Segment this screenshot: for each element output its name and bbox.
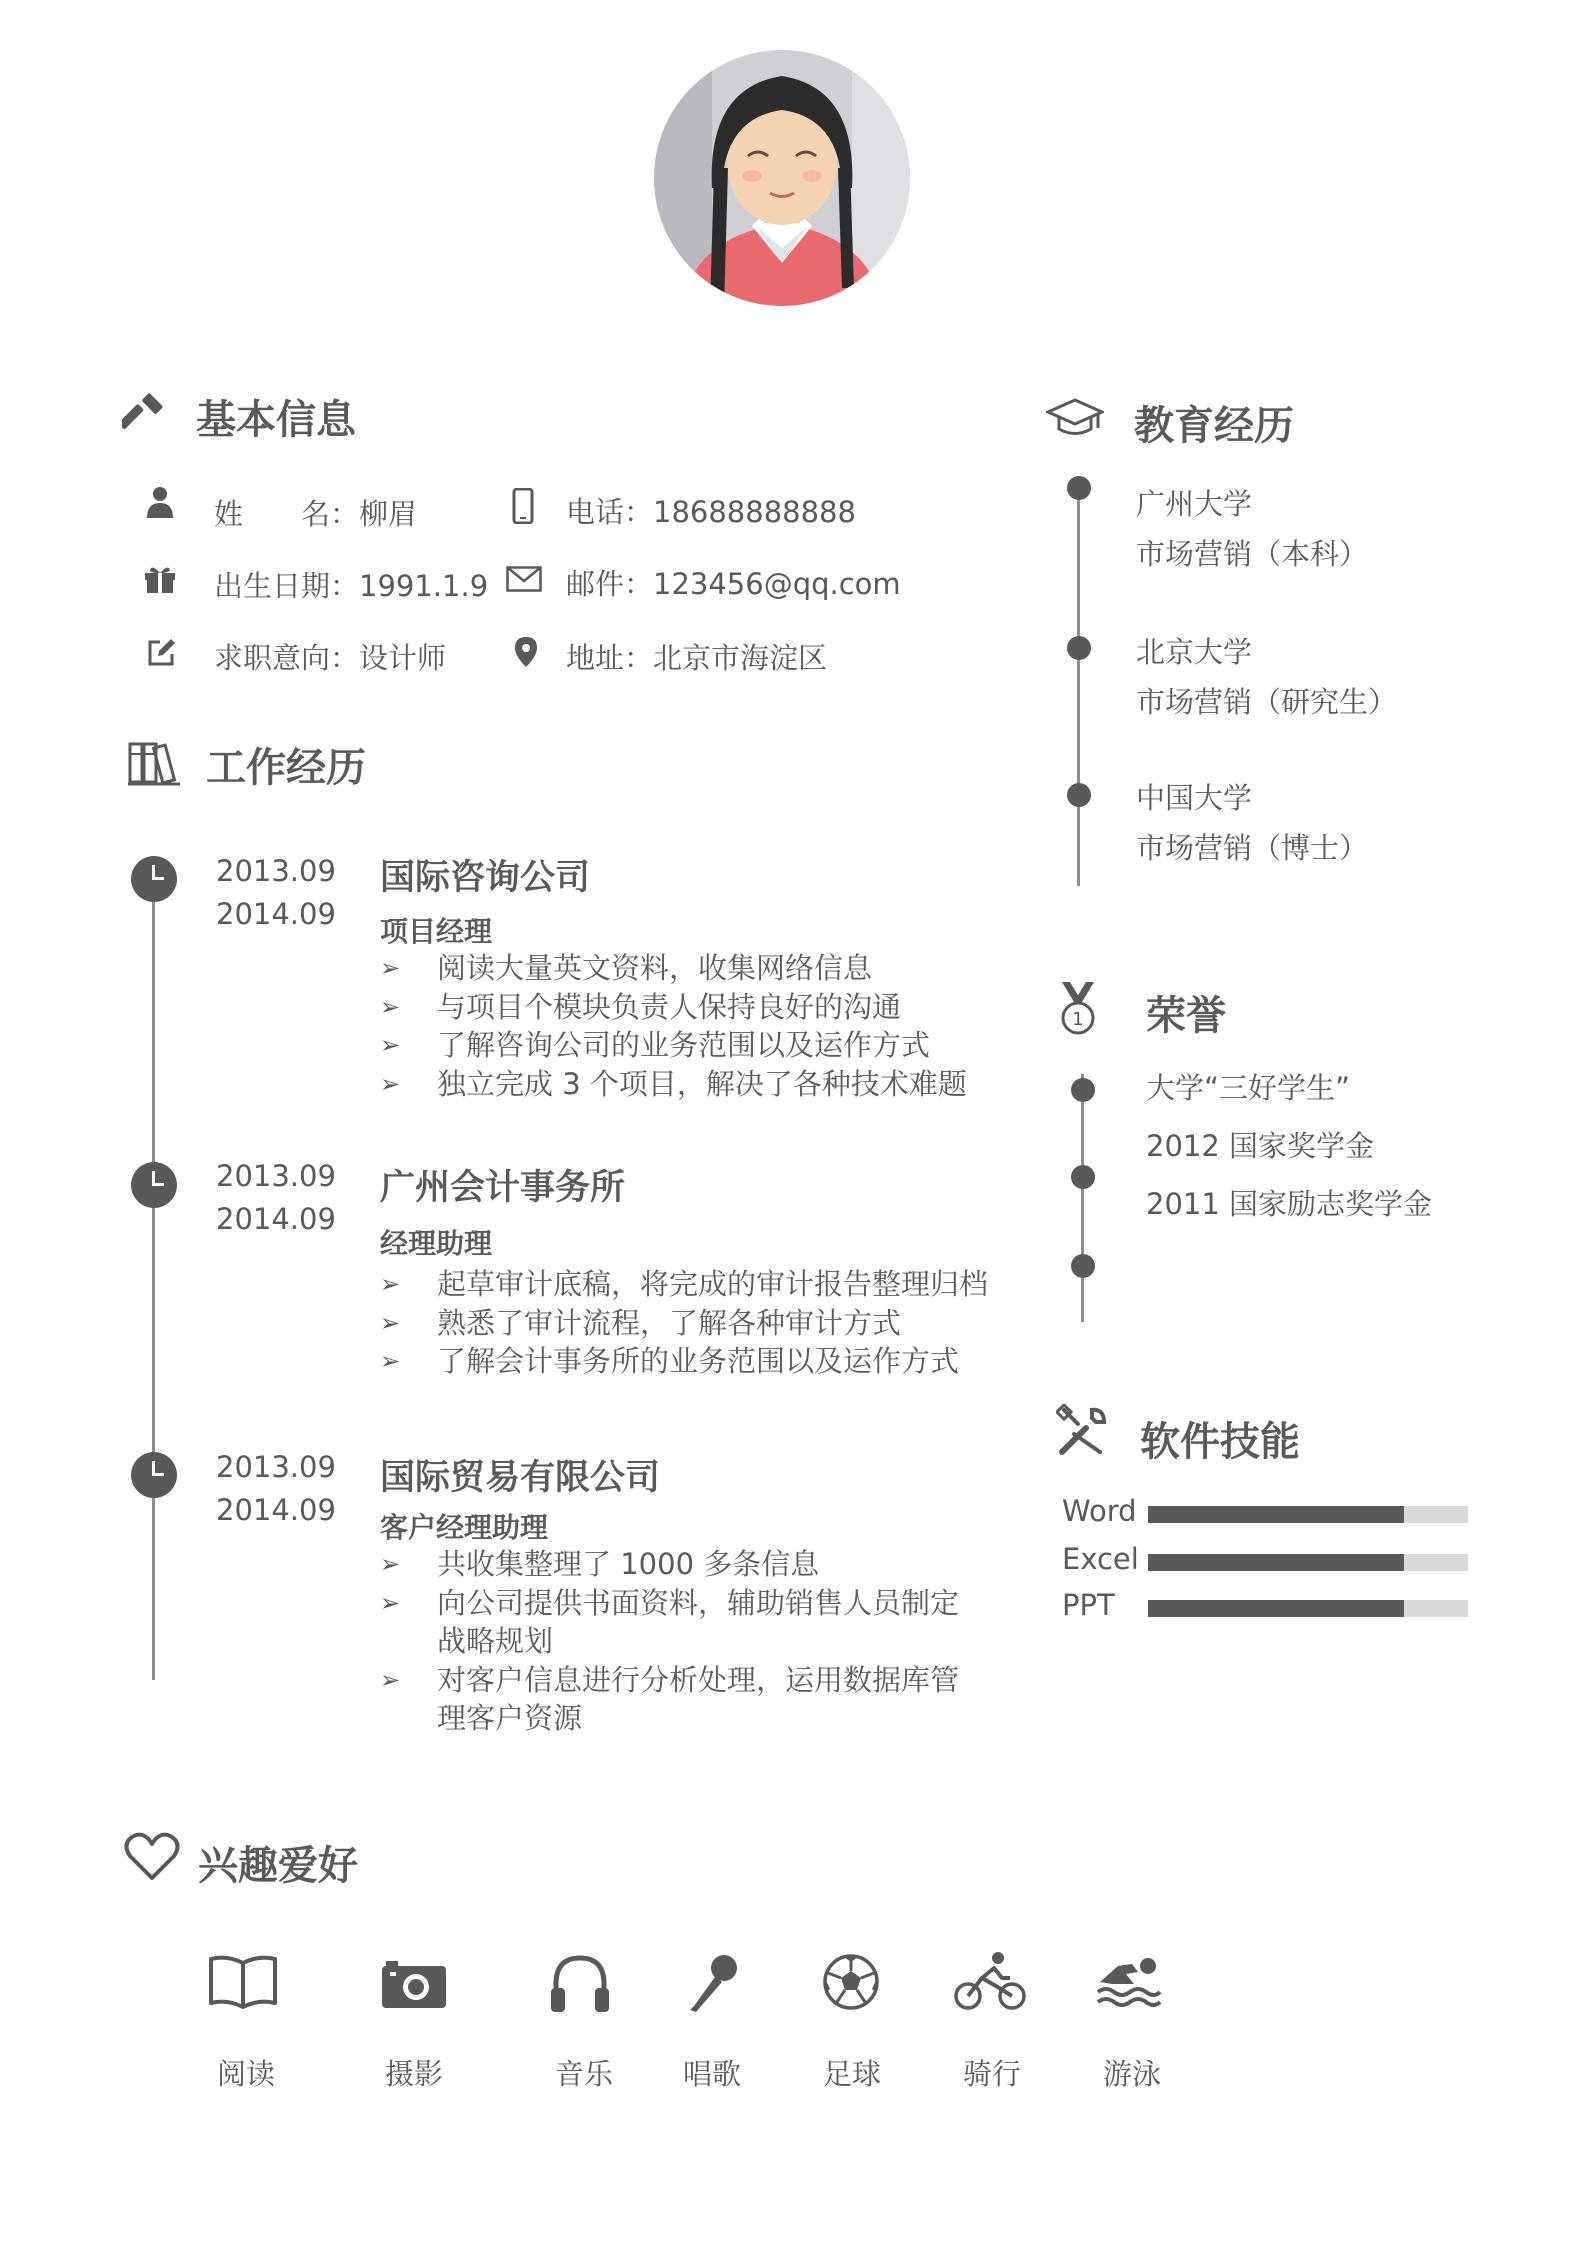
skill-bar-fill [1148,1506,1404,1523]
job-date-start: 2013.09 [216,1159,336,1193]
name-label: 姓 名： [214,497,360,531]
arrow-icon: ➢ [380,1347,401,1375]
education-major: 市场营销（本科） [1136,537,1369,571]
list-item: ➢ 对客户信息进行分析处理，运用数据库管理客户资源 [380,1662,960,1735]
list-item: ➢ 共收集整理了 1000 多条信息 [380,1545,980,1584]
honor-item: 2011 国家励志奖学金 [1146,1187,1433,1221]
arrow-icon: ➢ [380,1069,401,1098]
job-company: 国际贸易有限公司 [380,1458,661,1498]
phone-icon [512,488,534,524]
hobby-label: 足球 [822,2057,881,2091]
clock-icon [131,856,177,902]
work-timeline-line [152,866,155,1680]
birth-text: 出生日期：1991.1.9 [214,569,489,603]
section-title-skills: 软件技能 [1140,1419,1300,1465]
books-icon [128,740,180,786]
arrow-icon: ➢ [380,954,401,982]
soccer-ball-icon [822,1953,880,2011]
hobby-label: 游泳 [1102,2057,1161,2091]
education-timeline-line [1077,488,1080,886]
job-role: 项目经理 [380,915,493,948]
medal-icon [1056,980,1100,1036]
envelope-icon [506,566,542,592]
list-item: ➢ 了解会计事务所的业务范围以及运作方式 [380,1342,1000,1381]
job-bullets [380,1545,980,1738]
skill-bar-fill [1148,1600,1404,1617]
list-item: ➢ 向公司提供书面资料，辅助销售人员制定战略规划 [380,1585,960,1658]
gift-icon [144,564,176,594]
arrow-icon: ➢ [380,1550,401,1578]
arrow-icon: ➢ [380,1665,401,1694]
section-title-basic: 基本信息 [196,397,356,443]
job-company: 广州会计事务所 [380,1168,626,1208]
name-value: 柳眉 [359,497,418,531]
person-icon [146,486,174,518]
graduation-cap-icon [1046,398,1104,438]
education-school: 北京大学 [1136,635,1253,669]
hammer-icon [122,392,168,438]
timeline-dot [1071,1165,1095,1189]
location-pin-icon [514,636,538,668]
timeline-dot [1071,1078,1095,1102]
skill-label: Word [1062,1494,1137,1528]
arrow-icon: ➢ [380,1308,401,1337]
job-date-end: 2014.09 [216,1202,336,1236]
bicycle-icon [954,1950,1026,2012]
list-item: ➢ 起草审计底稿，将完成的审计报告整理归档 [380,1265,1000,1304]
job-bullets [380,949,980,1103]
education-school: 广州大学 [1136,487,1253,521]
section-title-work: 工作经历 [206,745,366,791]
skill-bar-track [1148,1554,1468,1571]
section-title-education: 教育经历 [1134,403,1294,449]
book-icon [207,1953,279,2011]
honor-item: 2012 国家奖学金 [1146,1129,1375,1163]
job-role: 经理助理 [380,1227,493,1260]
list-item: ➢ 了解咨询公司的业务范围以及运作方式 [380,1026,980,1065]
clock-icon [131,1452,177,1498]
job-bullets [380,1265,1000,1381]
timeline-dot [1067,636,1091,660]
timeline-dot [1067,783,1091,807]
address-text: 地址：北京市海淀区 [566,641,828,675]
section-title-honors: 荣誉 [1146,993,1226,1039]
job-date-start: 2013.09 [216,854,336,888]
job-date-end: 2014.09 [216,897,336,931]
edit-icon [146,638,176,668]
education-major: 市场营销（研究生） [1136,685,1398,719]
job-date-start: 2013.09 [216,1450,336,1484]
job-company: 国际咨询公司 [380,858,591,898]
email-text: 邮件：123456@qq.com [566,567,901,601]
headphones-icon [548,1952,612,2014]
microphone-icon [686,1952,740,2014]
hobby-label: 摄影 [384,2057,443,2091]
hobby-label: 骑行 [962,2057,1021,2091]
camera-icon [380,1958,448,2010]
svg-text:1: 1 [1072,1009,1084,1030]
list-item: ➢ 独立完成 3 个项目，解决了各种技术难题 [380,1065,980,1104]
avatar [652,48,912,308]
timeline-dot [1071,1254,1095,1278]
job-role: 客户经理助理 [380,1511,549,1544]
skill-label: Excel [1062,1542,1139,1576]
education-school: 中国大学 [1136,781,1253,815]
arrow-icon: ➢ [380,1588,401,1617]
hobby-label: 唱歌 [682,2057,741,2091]
clock-icon [131,1162,177,1208]
honors-timeline-line [1081,1074,1084,1322]
tools-icon [1056,1404,1110,1458]
intent-text: 求职意向：设计师 [214,641,447,675]
list-item: ➢ 阅读大量英文资料，收集网络信息 [380,949,980,988]
section-title-hobbies: 兴趣爱好 [198,1843,358,1889]
skill-bar-track [1148,1600,1468,1617]
swimming-icon [1096,1952,1162,2008]
list-item: ➢ 熟悉了审计流程，了解各种审计方式 [380,1304,1000,1343]
arrow-icon: ➢ [380,1031,401,1059]
education-major: 市场营销（博士） [1136,831,1369,865]
list-item: ➢ 与项目个模块负责人保持良好的沟通 [380,988,980,1027]
heart-icon [124,1832,180,1882]
timeline-dot [1067,476,1091,500]
arrow-icon: ➢ [380,1270,401,1298]
hobby-label: 音乐 [554,2057,613,2091]
skill-bar-fill [1148,1554,1404,1571]
job-date-end: 2014.09 [216,1493,336,1527]
honor-item: 大学“三好学生” [1146,1071,1351,1105]
hobby-label: 阅读 [216,2057,275,2091]
name-row [214,492,417,533]
skill-label: PPT [1062,1588,1115,1622]
skill-bar-track [1148,1506,1468,1523]
arrow-icon: ➢ [380,992,401,1021]
phone-text: 电话：18688888888 [566,495,856,529]
